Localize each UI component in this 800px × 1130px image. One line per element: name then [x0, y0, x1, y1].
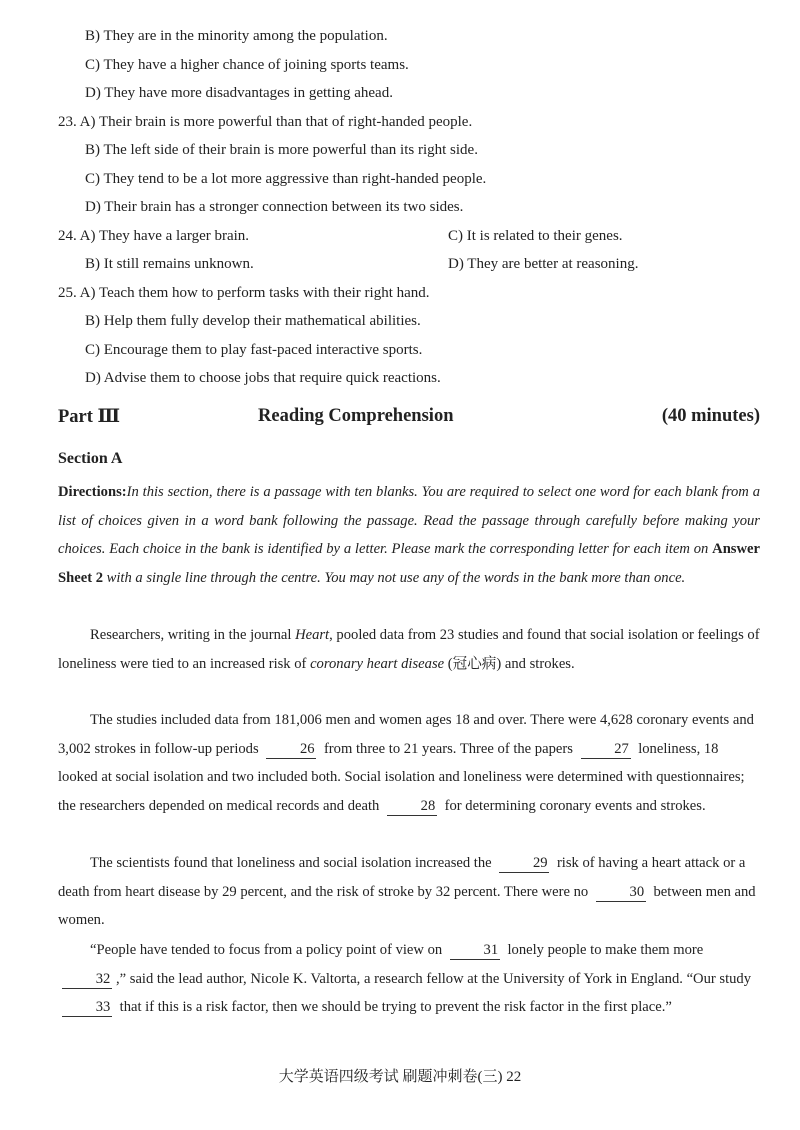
- p4-text-4: that if this is a risk factor, then we should be trying to prevent the risk factor in the first place.”: [116, 999, 672, 1015]
- section-heading: Section A: [58, 450, 123, 467]
- p2-text-2: from three to 21 years. Three of the papers: [320, 740, 577, 757]
- q24-option-b: B) It still remains unknown.: [85, 256, 254, 272]
- p3-text-3: between men and women.: [58, 883, 756, 928]
- q24-option-a: 24. A) They have a larger brain.: [58, 228, 250, 244]
- p3-text-1: The scientists found that loneliness and social isolation increased the: [90, 855, 496, 871]
- p4-text-2: lonely people to make them more: [503, 942, 704, 958]
- page-footer: 大学英语四级考试 刷题冲刺卷(三) 22: [278, 1069, 522, 1085]
- p4-text-3: ,” said the lead author, Nicole K. Valtorta, a research fellow at the University of York in England. “Our study: [116, 970, 752, 987]
- p1-text-3: (冠心病) and strokes.: [444, 655, 575, 672]
- q25-option-d: D) Advise them to choose jobs that require quick reactions.: [85, 370, 441, 386]
- paragraph-2: [58, 706, 760, 820]
- q23-option-a: 23. A) Their brain is more powerful than that of right-handed people.: [58, 114, 473, 130]
- directions-answer-sheet: Answer Sheet 2: [58, 541, 760, 586]
- part-title: Reading Comprehension: [258, 406, 454, 426]
- q23-option-b: B) The left side of their brain is more powerful than its right side.: [85, 142, 478, 158]
- part-heading: [58, 406, 760, 432]
- q25-option-a: 25. A) Teach them how to perform tasks with their right hand.: [58, 285, 430, 301]
- paragraph-4: [58, 936, 760, 1022]
- p1-text-1: Researchers, writing in the journal: [90, 627, 296, 643]
- q22-option-d: D) They have more disadvantages in getting ahead.: [85, 85, 393, 101]
- q22-option-c: C) They have a higher chance of joining sports teams.: [85, 57, 409, 73]
- blank-31: 31: [450, 941, 500, 960]
- part-label: Part Ⅲ: [58, 407, 121, 427]
- blank-33: 33: [62, 998, 112, 1017]
- p2-text-1: The studies included data from 181,006 men and women ages 18 and over. There were 4,628 coronary events and 3,002 strokes in follow-up periods: [58, 712, 754, 757]
- p2-text-3: loneliness, 18 looked at social isolation and two included both. Social isolation and loneliness were determined with questionnaires; the researchers depended on medical records and death: [58, 740, 745, 814]
- blank-28: 28: [387, 797, 437, 816]
- q24-option-d: D) They are better at reasoning.: [448, 256, 639, 272]
- paragraph-1: [58, 621, 760, 678]
- blank-32: 32: [62, 970, 112, 989]
- part-time: (40 minutes): [661, 406, 760, 426]
- p1-journal: Heart: [295, 627, 330, 643]
- directions-text-2: with a single line through the centre. You may not use any of the words in the bank more than once.: [103, 569, 686, 586]
- q24-option-c: C) It is related to their genes.: [448, 228, 623, 244]
- q25-option-b: B) Help them fully develop their mathematical abilities.: [85, 313, 421, 329]
- p1-text-2: , pooled data from 23 studies and found that social isolation or feelings of loneliness were tied to an increased risk of: [58, 627, 760, 672]
- paragraph-3: [58, 849, 760, 935]
- p4-text-1: “People have tended to focus from a policy point of view on: [90, 942, 446, 958]
- p3-text-2: risk of having a heart attack or a death from heart disease by 29 percent, and the risk of stroke by 32 percent. There were no: [58, 855, 746, 900]
- p2-text-4: for determining coronary events and strokes.: [440, 797, 706, 814]
- directions: [58, 478, 760, 592]
- directions-text-1: In this section, there is a passage with ten blanks. You are required to select one word for each blank from a list of choices given in a word bank following the passage. Read the passage through carefully before making your choices. Each choice in the bank is identified by a letter. Please mark the corresponding letter for each item on: [58, 484, 760, 557]
- blank-26: 26: [266, 740, 316, 759]
- q23-option-c: C) They tend to be a lot more aggressive than right-handed people.: [85, 171, 487, 187]
- p1-term: coronary heart disease: [310, 655, 445, 672]
- directions-label: Directions:: [58, 484, 127, 500]
- blank-30: 30: [596, 883, 646, 902]
- blank-27: 27: [581, 740, 631, 759]
- q25-option-c: C) Encourage them to play fast-paced interactive sports.: [85, 342, 423, 358]
- blank-29: 29: [499, 854, 549, 873]
- q22-option-b: B) They are in the minority among the population.: [85, 28, 388, 44]
- q23-option-d: D) Their brain has a stronger connection between its two sides.: [85, 199, 464, 215]
